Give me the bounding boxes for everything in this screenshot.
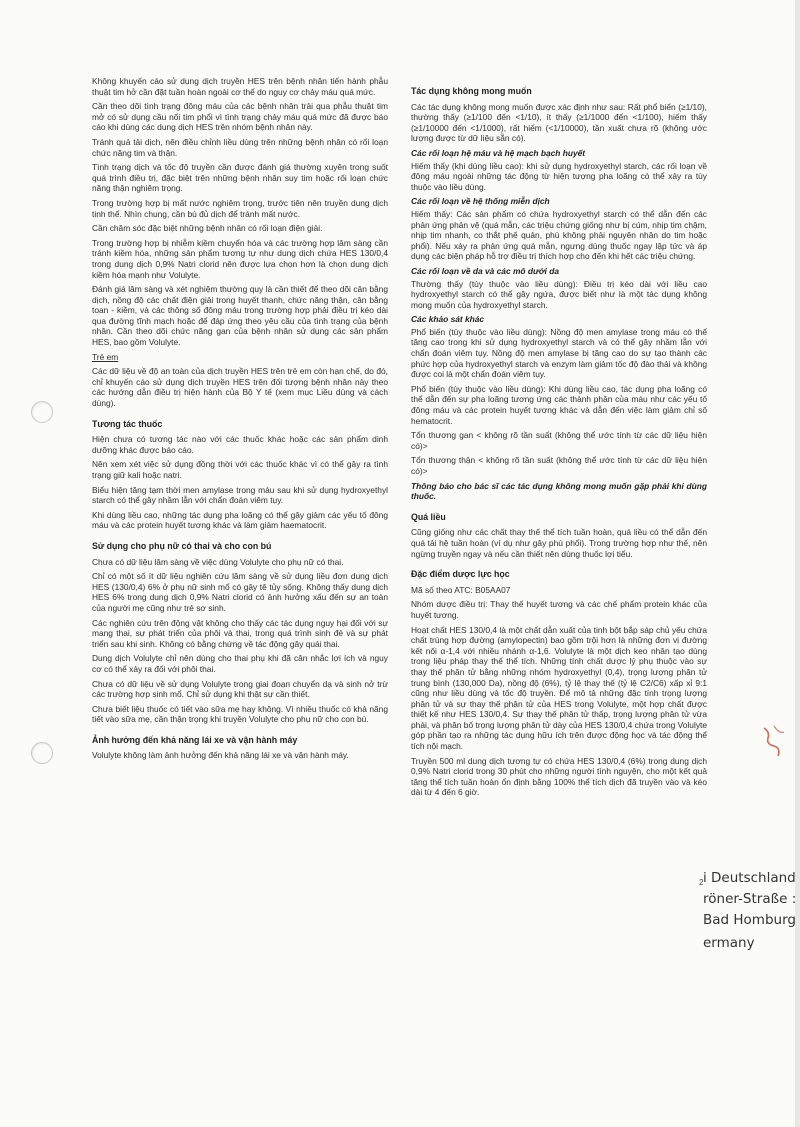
paragraph: Hiếm thấy: Các sản phẩm có chứa hydroxyethyl starch có thể dẫn đến các phản ứng phản vệ (quá mẫn, các triệu chứng giống như bị cúm, nhịp tim chậm, nhịp tim nhanh, co thắt phế quản, phù không phải nguyên nhân do tim hoặc phổi). Nếu xảy ra phản ứng quá mẫn, ngưng dùng thuốc ngay lập tức và áp dụng các biện pháp hỗ trợ điều trị thích hợp cho đến khi hết các triệu chứng. bbox=[411, 208, 707, 262]
paragraph: Các tác dụng không mong muốn được xác định như sau: Rất phổ biến (≥1/10), thường thấy (≥1/100 đến <1/10), ít thấy (≥1/1000 đến <1/100), hiếm thấy (≥1/10000 đến <1/1000), rất hiếm (<1/10000), tần xuất chưa rõ (không ước lượng được từ dữ liệu sẵn có). bbox=[411, 101, 707, 144]
paragraph: Tình trạng dịch và tốc độ truyền cần được đánh giá thường xuyên trong suốt quá trình điều trị, đặc biệt trên những bệnh nhân suy tim hoặc rối loạn chức năng thận nghiêm trọng. bbox=[92, 162, 388, 194]
punch-hole-icon bbox=[31, 742, 53, 764]
stamp-line: Bad Homburg bbox=[703, 912, 796, 928]
section-heading: Quá liều bbox=[411, 511, 446, 522]
paragraph: Hiếm thấy (khi dùng liều cao): khi sử dụng hydroxyethyl starch, các rối loạn về đông máu ngoài những tác động từ hiện tượng pha loãng có thể xảy ra tùy thuộc vào liều dùng. bbox=[411, 160, 707, 192]
page-number: 2 bbox=[699, 878, 704, 887]
paragraph: Biểu hiện tăng tạm thời men amylase trong máu sau khi sử dụng hydroxyethyl starch có thể gây nhầm lẫn với chẩn đoán viêm tụy. bbox=[92, 484, 388, 506]
paragraph: Mã số theo ATC: B05AA07 bbox=[411, 584, 511, 595]
paragraph: Chỉ có một số ít dữ liệu nghiên cứu lâm sàng về sử dụng liều đơn dung dịch HES (130/0,4) 6% ở phụ nữ sinh mổ có gây tê tủy sống. Không thấy dung dịch HES 6% trong dung dịch 0,9% Natri clorid có ảnh hưởng xấu đến sự an toàn của người mẹ cũng như trẻ sơ sinh. bbox=[92, 571, 388, 613]
paragraph: Trong trường hợp bị mất nước nghiêm trọng, trước tiên nên truyền dung dịch tinh thể. Nhìn chung, cần bù đủ dịch để tránh mất nước. bbox=[92, 197, 388, 219]
punch-hole-icon bbox=[31, 401, 53, 423]
paragraph: Tổn thương thận < không rõ tần suất (không thể ước tính từ các dữ liệu hiện có)> bbox=[411, 455, 707, 476]
paragraph: Trong trường hợp bị nhiễm kiềm chuyển hóa và các trường hợp lâm sàng cần tránh kiềm hóa, những sản phẩm tương tự như dung dịch chứa HES 130/0,4 trong dung dịch 0,9% Natri clorid nên được lựa chọn hơn là chọn dung dịch kiềm hóa mạnh như Volulyte. bbox=[92, 237, 388, 280]
paragraph: Các dữ liệu về độ an toàn của dịch truyền HES trên trẻ em còn hạn chế, do đó, chỉ khuyến cáo sử dụng dịch truyền HES trên đối tượng bệnh nhân này theo các hướng dẫn điều trị hiện hành của Bộ Y tế (xem mục Liều dùng và cách dùng). bbox=[92, 366, 388, 409]
section-heading: Đặc điểm dược lực học bbox=[411, 569, 510, 580]
section-heading: Sử dụng cho phụ nữ có thai và cho con bú bbox=[92, 540, 272, 551]
paragraph: Volulyte không làm ảnh hưởng đến khả năng lái xe và vận hành máy. bbox=[92, 750, 349, 761]
paragraph: Chưa có dữ liệu về sử dụng Volulyte trong giai đoạn chuyển dạ và sinh nở trừ các trường hợp sinh mổ. Chỉ sử dụng khi thật sự cần thiết. bbox=[92, 678, 388, 700]
paragraph: Chưa biết liệu thuốc có tiết vào sữa mẹ hay không. Vì nhiều thuốc có khả năng tiết vào sữa mẹ, cần thận trọng khi truyền Volulyte cho phụ nữ cho con bú. bbox=[92, 703, 388, 725]
section-heading: Ảnh hưởng đến khả năng lái xe và vận hành máy bbox=[92, 734, 298, 745]
subsection-heading: Các rối loạn về hệ thống miễn dịch bbox=[411, 196, 550, 207]
section-heading: Tác dụng không mong muốn bbox=[411, 86, 532, 96]
stamp-line: ermany bbox=[703, 935, 755, 951]
paragraph: Cần chăm sóc đặc biệt những bệnh nhân có rối loạn điện giải. bbox=[92, 223, 323, 234]
paragraph: Tránh quá tải dịch, nên điều chỉnh liều dùng trên những bệnh nhân có rối loạn chức năng tim và thận. bbox=[92, 136, 388, 158]
paragraph: Cần theo dõi tình trạng đông máu của các bệnh nhân trải qua phẫu thuật tim mở có sử dụng cầu nối tim phổi vì tình trạng chảy máu quá mức đã được báo cáo khi dùng các dung dịch HES trên nhóm bệnh nhân này. bbox=[92, 101, 388, 133]
paragraph: Thường thấy (tùy thuộc vào liều dùng): Điều trị kéo dài với liều cao hydroxyethyl starch có thể gây ngứa, được biết như là một tác dụng không mong muốn của hydroxyethyl starch. bbox=[411, 278, 707, 310]
section-heading: Tương tác thuốc bbox=[92, 418, 163, 429]
paragraph: Tổn thương gan < không rõ tần suất (không thể ước tính từ các dữ liệu hiện có)> bbox=[411, 430, 707, 451]
notice-text: Thông báo cho bác sĩ các tác dụng không mong muốn gặp phải khi dùng thuốc. bbox=[411, 480, 707, 502]
subsection-heading: Các khảo sát khác bbox=[411, 314, 485, 325]
stamp-line: röner-Straße : bbox=[703, 891, 797, 907]
underlined-heading: Trẻ em bbox=[92, 351, 119, 362]
paragraph: Nên xem xét việc sử dụng đồng thời với các thuốc khác vì có thể gây ra tình trạng giữ kali hoặc natri. bbox=[92, 459, 388, 480]
paragraph: Các nghiên cứu trên động vật không cho thấy các tác dụng nguy hại đối với sự mang thai, sự phát triển của phôi và thai, trong quá trình sinh đẻ và sự phát triển sau khi sinh. Không có bằng chứng về tác động gây quái thai. bbox=[92, 617, 388, 649]
paragraph: Phổ biến (tùy thuộc vào liều dùng): Khi dùng liều cao, tác dụng pha loãng có thể dẫn đến sự pha loãng tương ứng các thành phần của máu như các yếu tố đông máu và các protein huyết tương khác và dẫn đến việc làm giảm chỉ số hematocrit. bbox=[411, 383, 707, 426]
paragraph: Dung dịch Volulyte chỉ nên dùng cho thai phụ khi đã cân nhắc lợi ích và nguy cơ có thể xảy ra đối với phôi thai. bbox=[92, 653, 388, 674]
paragraph: Chưa có dữ liệu lâm sàng về việc dùng Volulyte cho phụ nữ có thai. bbox=[92, 556, 344, 567]
paragraph: Truyền 500 ml dung dịch tương tự có chứa HES 130/0,4 (6%) trong dung dịch 0,9% Natri clorid trong 30 phút cho những người tình nguyện, cho một kết quả tăng thể tích tuần hoàn ổn định bằng 100% thể tích dịch đã truyền vào và kéo dài từ 4 đến 6 giờ. bbox=[411, 755, 707, 798]
paragraph: Nhóm dược điều trị: Thay thế huyết tương và các chế phẩm protein khác của huyết tương. bbox=[411, 599, 707, 620]
scan-edge bbox=[795, 0, 800, 1127]
paragraph: Đánh giá lâm sàng và xét nghiệm thường quy là cần thiết để theo dõi cân bằng dịch, nồng độ các chất điện giải trong huyết thanh, chức năng thận, cân bằng toan - kiềm, và các thông số đông máu trong trường hợp phải điều trị kéo dài qua đường tĩnh mạch hoặc để đáp ứng theo yêu cầu của tình trạng của bệnh nhân. Cần theo dõi chức năng gan của bệnh nhân sử dụng các sản phẩm HES, bao gồm Volulyte. bbox=[92, 284, 388, 348]
red-ink-mark-icon bbox=[760, 722, 790, 762]
subsection-heading: Các rối loạn hệ máu và hệ mạch bạch huyết bbox=[411, 147, 586, 158]
paragraph: Hiện chưa có tương tác nào với các thuốc khác hoặc các sản phẩm dinh dưỡng khác được báo cáo. bbox=[92, 434, 388, 455]
subsection-heading: Các rối loạn về da và các mô dưới da bbox=[411, 265, 559, 276]
paragraph: Khi dùng liều cao, những tác dụng pha loãng có thể gây giảm các yếu tố đông máu và các protein huyết tương khác và làm giảm haematocrit. bbox=[92, 509, 388, 531]
left-column bbox=[92, 76, 388, 765]
paragraph: Phổ biến (tùy thuộc vào liều dùng): Nồng độ men amylase trong máu có thể tăng cao trong khi sử dụng hydroxyethyl starch và có thể gây nhầm lẫn với chẩn đoán viêm tụy. Nồng độ men amylase bị tăng cao do sự tạo thành các phức hợp của hydroxyethyl starch và enzym làm giảm tốc độ đào thải và không được coi là một chẩn đoán viêm tụy. bbox=[411, 326, 707, 380]
right-column bbox=[411, 76, 707, 802]
stamp-line: i Deutschland bbox=[703, 870, 796, 886]
paragraph: Không khuyến cáo sử dụng dịch truyền HES trên bệnh nhân tiến hành phẫu thuật tim hở cần đặt tuần hoàn ngoài cơ thể do nguy cơ chảy máu quá mức. bbox=[92, 76, 388, 97]
paragraph: Hoạt chất HES 130/0,4 là một chất dẫn xuất của tinh bột bắp sáp chủ yếu chứa chất trùng hợp đường (amylopectin) bao gồm trội hơn là những đơn vị đường kết nối α-1,4 với nhiều nhánh α-1,6. Volulyte là một dịch keo nhân tạo dùng trong liệu pháp thay thế thể tích. Những tính chất dược lý phụ thuộc vào sự thay thế phân tử bằng những nhóm hydroxyethyl (0,4), trọng lượng phân tử trung bình (130,000 Da), nồng độ (6%), tỷ lệ thay thế (tỷ lệ C2/C6) xấp xỉ 9:1 cũng như liều dùng và tốc độ truyền. Để mô tả những đặc tính trọng lượng phân tử và sự thay thế phân tử của HES trong Volulyte, một hợp chất được thiết kế như HES 130/0,4. Sự thay thế phân tử thấp, trọng lượng phân tử vừa phải, và phân bố trọng lượng phân tử dày của HES 130/0,4 chứa trong Volulyte góp phần tạo ra những tác dụng hữu ích trên được động học và tác động thể tích nội mạch. bbox=[411, 624, 707, 752]
paragraph: Cũng giống như các chất thay thế thể tích tuần hoàn, quá liều có thể dẫn đến quá tải hệ tuần hoàn (ví dụ như gây phù phổi). Trong trường hợp như thế, nên ngừng truyền ngay và nếu cần thiết nên dùng thuốc lợi tiểu. bbox=[411, 527, 707, 559]
